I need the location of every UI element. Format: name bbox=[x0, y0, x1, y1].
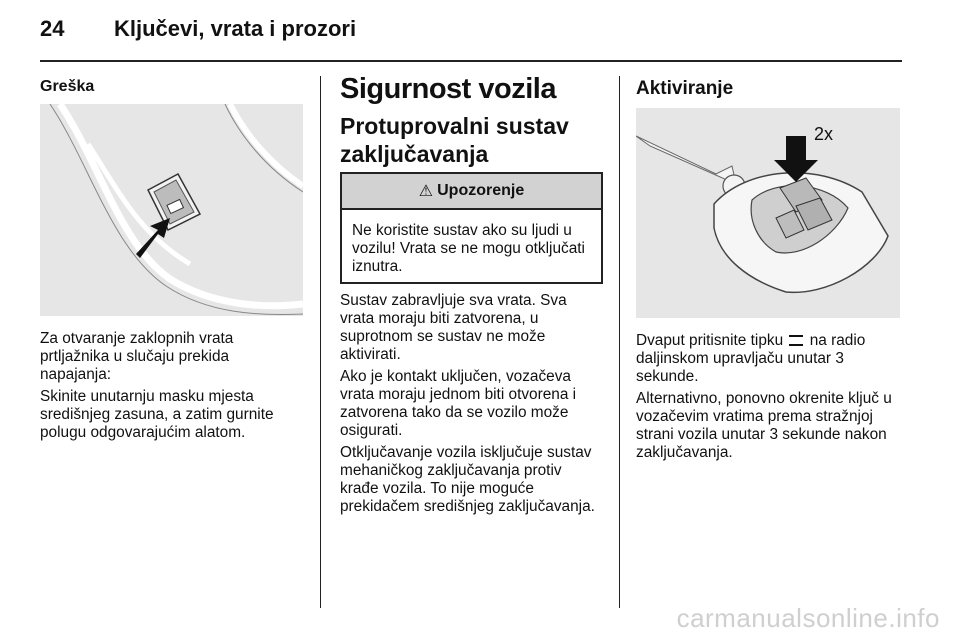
paragraph: Ako je kontakt uključen, vozačeva vrata moraju jednom biti otvorena i zatvorena tako da se vozilo može osigurati. bbox=[340, 368, 577, 439]
warning-text: Ne koristite sustav ako su ljudi u vozilu! Vrata se ne mogu otključati iznutra. bbox=[352, 222, 585, 275]
warning-icon: ⚠ bbox=[418, 183, 434, 200]
column-greska bbox=[40, 74, 303, 96]
paragraph: Otključavanje vozila isključuje sustav mehaničkog zaključavanja protiv krađe vozila. To nije moguće prekidačem središnjeg zaključavanja. bbox=[340, 444, 595, 515]
chapter-title: Ključevi, vrata i prozori bbox=[114, 16, 357, 41]
paragraph-part: na radio daljinskom upravljaču unutar 3 sekunde. bbox=[636, 332, 866, 385]
illustration-label-2x: 2x bbox=[814, 124, 834, 144]
paragraph: Sustav zabravljuje sva vrata. Sva vrata moraju biti zatvorena, u suprotnom se sustav ne može aktivirati. bbox=[340, 292, 567, 363]
warning-title: Upozorenje bbox=[437, 182, 525, 199]
column-aktiviranje-text bbox=[636, 332, 902, 466]
paragraph bbox=[636, 332, 902, 386]
section-heading-aktiviranje: Aktiviranje bbox=[636, 78, 734, 99]
tailgate-latch-illustration bbox=[40, 104, 303, 316]
warning-header bbox=[342, 174, 601, 210]
remote-key-illustration bbox=[636, 108, 900, 318]
watermark: carmanualsonline.info bbox=[676, 603, 940, 633]
column-aktiviranje bbox=[636, 76, 902, 100]
column-divider bbox=[320, 76, 321, 608]
page-number: 24 bbox=[40, 16, 65, 41]
column-divider bbox=[619, 76, 620, 608]
warning-box bbox=[340, 172, 603, 284]
section-subtitle: Protuprovalni sustav zaključavanja bbox=[340, 113, 569, 167]
paragraph: Za otvaranje zaklopnih vrata prtljažnika u slučaju prekida napajanja: bbox=[40, 330, 234, 383]
paragraph-part: Dvaput pritisnite tipku bbox=[636, 332, 788, 349]
paragraph: Skinite unutarnju masku mjesta središnjeg zasuna, a zatim gurnite polugu odgovarajućim alatom. bbox=[40, 388, 274, 441]
section-title: Sigurnost vozila bbox=[340, 73, 556, 105]
section-heading-greska: Greška bbox=[40, 78, 95, 95]
column-sigurnost bbox=[340, 72, 603, 168]
page-header bbox=[40, 16, 900, 56]
column-greska-text bbox=[40, 330, 303, 446]
lock-button-icon bbox=[789, 335, 803, 346]
paragraph: Alternativno, ponovno okrenite ključ u vozačevim vratima prema stražnjoj strani vozila unutar 3 sekunde nakon zaključavanja. bbox=[636, 390, 892, 461]
column-sigurnost-text bbox=[340, 292, 603, 520]
header-divider bbox=[40, 60, 902, 62]
